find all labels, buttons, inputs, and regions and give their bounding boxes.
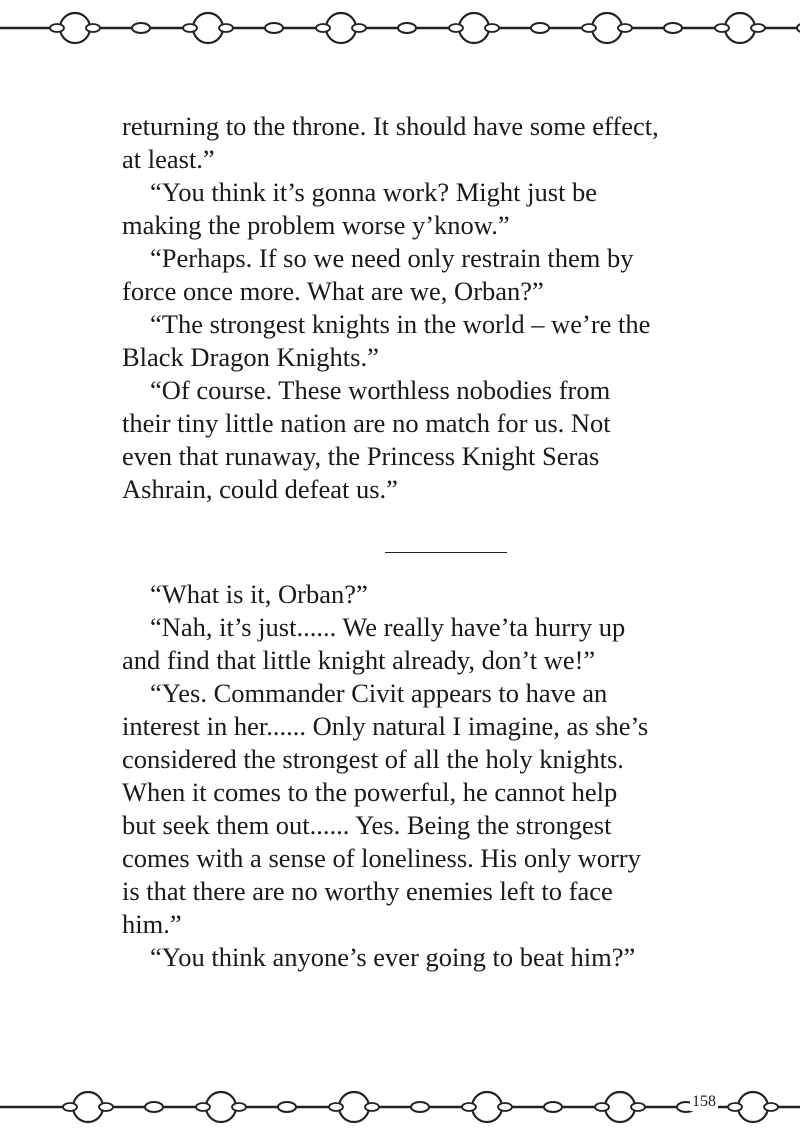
text-line: at least.”	[122, 144, 215, 174]
text-section-1	[122, 110, 722, 506]
text-line: their tiny little nation are no match for us. Not	[122, 408, 611, 438]
text-line: “Nah, it’s just...... We really have’ta hurry up	[150, 612, 626, 642]
text-line: even that runaway, the Princess Knight Seras	[122, 441, 600, 471]
text-line: making the problem worse y’know.”	[122, 210, 510, 240]
text-line: is that there are no worthy enemies left to face	[122, 876, 613, 906]
chain-border-top-decoration	[0, 8, 800, 48]
scene-break-divider	[385, 552, 507, 553]
text-line: interest in her...... Only natural I imagine, as she’s	[122, 711, 649, 741]
text-line: “Of course. These worthless nobodies from	[150, 375, 611, 405]
text-line: force once more. What are we, Orban?”	[122, 276, 544, 306]
text-line: “You think it’s gonna work? Might just be	[150, 177, 598, 207]
text-line: Black Dragon Knights.”	[122, 342, 379, 372]
page-number: 158	[692, 1093, 716, 1110]
text-line: him.”	[122, 909, 182, 939]
text-line: When it comes to the powerful, he cannot help	[122, 777, 618, 807]
text-line: returning to the throne. It should have some effect,	[122, 111, 659, 141]
text-line: “You think anyone’s ever going to beat him?”	[150, 942, 636, 972]
text-line: Ashrain, could defeat us.”	[122, 474, 398, 504]
text-line: “What is it, Orban?”	[150, 579, 368, 609]
text-line: but seek them out...... Yes. Being the strongest	[122, 810, 612, 840]
text-line: and find that little knight already, don’t we!”	[122, 645, 596, 675]
text-line: “The strongest knights in the world – we’re the	[150, 309, 651, 339]
text-section-2	[122, 578, 722, 974]
text-line: “Perhaps. If so we need only restrain them by	[150, 243, 634, 273]
text-line: comes with a sense of loneliness. His only worry	[122, 843, 641, 873]
chain-border-bottom-decoration	[0, 1087, 800, 1127]
text-line: “Yes. Commander Civit appears to have an	[150, 678, 608, 708]
text-line: considered the strongest of all the holy knights.	[122, 744, 624, 774]
